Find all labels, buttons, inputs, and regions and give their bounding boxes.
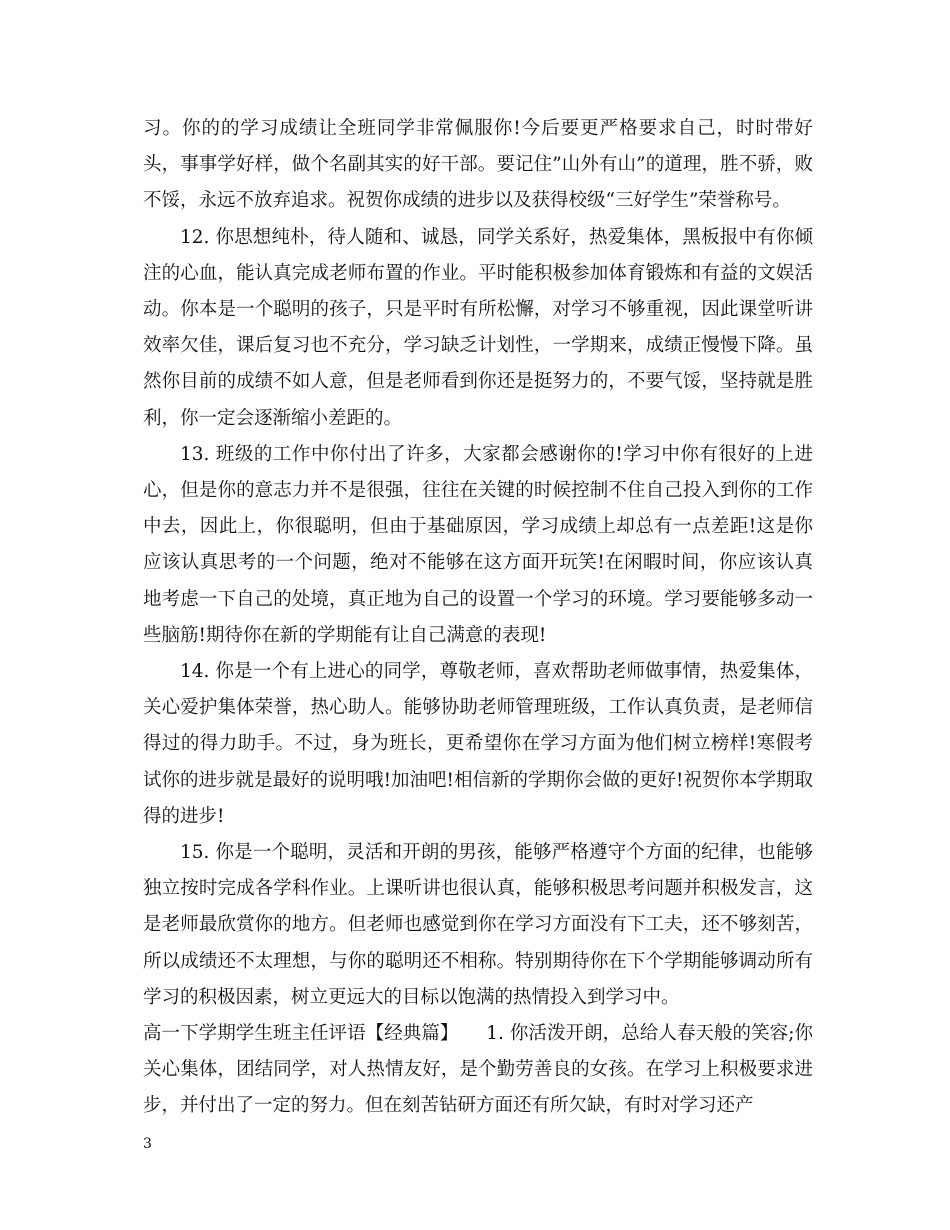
document-body	[143, 111, 813, 1125]
paragraph-section-start: 高一下学期学生班主任评语【经典篇】 1. 你活泼开朗，总给人春天般的笑容;你关心集体，团结同学，对人热情友好，是个勤劳善良的女孩。在学习上积极要求进步，并付出了一定的努力。但在刻苦钻研方面还有所欠缺，有时对学习还产	[143, 1023, 813, 1117]
paragraph-continued: 习。你的的学习成绩让全班同学非常佩服你!今后要更严格要求自己，时时带好头，事事学好样，做个名副其实的好干部。要记住”山外有山”的道理，胜不骄，败不馁，永远不放弃追求。祝贺你成绩的进步以及获得校级“三好学生”荣誉称号。	[143, 118, 813, 212]
page-number: 3	[143, 1136, 152, 1152]
paragraph-14: 14. 你是一个有上进心的同学，尊敬老师，喜欢帮助老师做事情，热爱集体，关心爱护集体荣誉，热心助人。能够协助老师管理班级，工作认真负责，是老师信得过的得力助手。不过，身为班长，更希望你在学习方面为他们树立榜样!寒假考试你的进步就是最好的说明哦!加油吧!相信新的学期你会做的更好!祝贺你本学期取得的进步!	[143, 661, 813, 827]
paragraph-13: 13. 班级的工作中你付出了许多，大家都会感谢你的!学习中你有很好的上进心，但是你的意志力并不是很强，往往在关键的时候控制不住自己投入到你的工作中去，因此上，你很聪明，但由于基础原因，学习成绩上却总有一点差距!这是你应该认真思考的一个问题，绝对不能够在这方面开玩笑!在闲暇时间，你应该认真地考虑一下自己的处境，真正地为自己的设置一个学习的环境。学习要能够多动一些脑筋!期待你在新的学期能有让自己满意的表现!	[143, 443, 813, 646]
paragraph-12: 12. 你思想纯朴，待人随和、诚恳，同学关系好，热爱集体，黑板报中有你倾注的心血，能认真完成老师布置的作业。平时能积极参加体育锻炼和有益的文娱活动。你本是一个聪明的孩子，只是平时有所松懈，对学习不够重视，因此课堂听讲效率欠佳，课后复习也不充分，学习缺乏计划性，一学期来，成绩正慢慢下降。虽然你目前的成绩不如人意，但是老师看到你还是挺努力的，不要气馁，坚持就是胜利，你一定会逐渐缩小差距的。	[143, 226, 813, 429]
paragraph-15: 15. 你是一个聪明，灵活和开朗的男孩，能够严格遵守个方面的纪律，也能够独立按时完成各学科作业。上课听讲也很认真，能够积极思考问题并积极发言，这是老师最欣赏你的地方。但老师也感觉到你在学习方面没有下工夫，还不够刻苦，所以成绩还不太理想，与你的聪明还不相称。特别期待你在下个学期能够调动所有学习的积极因素，树立更远大的目标以饱满的热情投入到学习中。	[143, 842, 813, 1008]
